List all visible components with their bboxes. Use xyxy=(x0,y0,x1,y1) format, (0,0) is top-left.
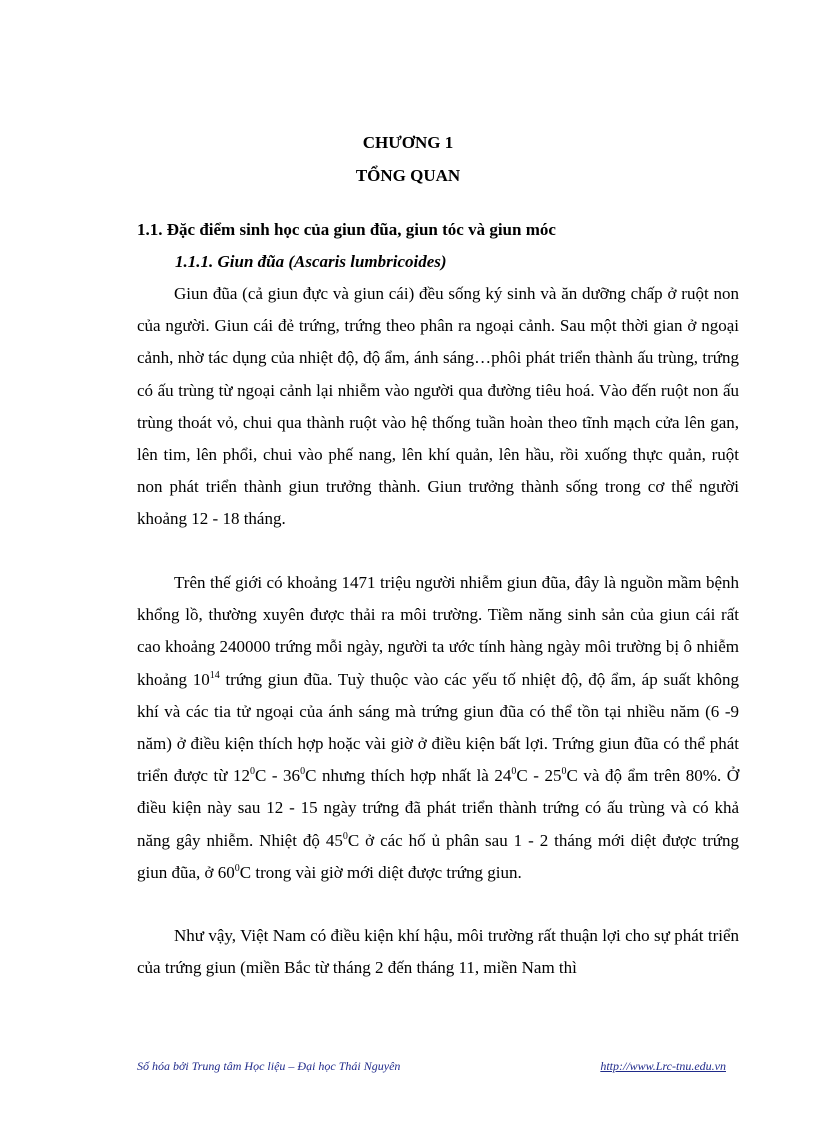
degree-mark: 0 xyxy=(234,862,240,874)
paragraph-2-segment: C - 36 xyxy=(254,766,301,786)
paragraph-3-text: Như vậy, Việt Nam có điều kiện khí hậu, môi trường rất thuận lợi cho sự phát triển của trứng giun (miền Bắc từ tháng 2 đến tháng 11, miền Nam thì xyxy=(137,926,739,978)
paragraph-1 xyxy=(137,278,739,536)
chapter-title: TỔNG QUAN xyxy=(355,166,461,185)
paragraph-2-segment: C - 25 xyxy=(516,766,562,786)
exponent: 14 xyxy=(209,669,220,681)
degree-mark: 0 xyxy=(561,766,567,778)
paragraph-2-segment: C trong vài giờ mới diệt được trứng giun. xyxy=(239,862,522,882)
footer-credit: Số hóa bởi Trung tâm Học liệu – Đại học Thái Nguyên xyxy=(137,1059,401,1073)
paragraph-2-segment: C ở các hố ủ phân sau 1 - 2 tháng mới diệt được trứng giun đũa, ở 60 xyxy=(137,830,739,882)
paragraph-2-segment: C nhưng thích hợp nhất là 24 xyxy=(305,766,512,786)
paragraph-2-segment: trứng giun đũa. Tuỳ thuộc vào các yếu tố nhiệt độ, độ ẩm, áp suất không khí và các tia tử ngoại của ánh sáng mà trứng giun đũa có thể tồn tại nhiều năm (6 -9 năm) ở điều kiện thích hợp hoặc vài giờ ở điều kiện bất lợi. Trứng giun đũa có thể phát triển được từ 12 xyxy=(137,669,739,786)
subsection-heading: 1.1.1. Giun đũa (Ascaris lumbricoides) xyxy=(175,252,447,271)
chapter-number: CHƯƠNG 1 xyxy=(362,133,454,152)
paragraph-2 xyxy=(137,567,739,889)
degree-mark: 0 xyxy=(300,766,306,778)
degree-mark: 0 xyxy=(342,830,348,842)
paragraph-2-segment: Trên thế giới có khoảng 1471 triệu người nhiễm giun đũa, đây là nguồn mầm bệnh khổng lồ, thường xuyên được thải ra môi trường. Tiềm năng sinh sản của giun cái rất cao khoảng 240000 trứng mỗi ngày, người ta ước tính hàng ngày môi trường bị ô nhiễm khoảng 10 xyxy=(137,573,739,689)
paragraph-2-segment: C và độ ẩm trên 80%. Ở điều kiện này sau 12 - 15 ngày trứng đã phát triển thành trứng có ấu trùng và có khả năng gây nhiễm. Nhiệt độ 45 xyxy=(137,766,740,850)
degree-mark: 0 xyxy=(511,766,517,778)
paragraph-1-text: Giun đũa (cả giun đực và giun cái) đều sống ký sinh và ăn dưỡng chấp ở ruột non của người. Giun cái đẻ trứng, trứng theo phân ra ngoại cảnh. Sau một thời gian ở ngoại cảnh, nhờ tác dụng của nhiệt độ, độ ẩm, ánh sáng…phôi phát triển thành ấu trùng, trứng có ấu trùng từ ngoại cảnh lại nhiễm vào người qua đường tiêu hoá. Vào đến ruột non ấu trùng thoát vỏ, chui qua thành ruột vào hệ thống tuần hoàn theo tĩnh mạch cửa lên gan, lên tim, lên phổi, chui vào phế nang, lên khí quản, lên hầu, rồi xuống thực quản, ruột non phát triển thành giun trưởng thành. Giun trưởng thành sống trong cơ thể người khoảng 12 - 18 tháng. xyxy=(137,284,739,529)
footer-link[interactable]: http://www.Lrc-tnu.edu.vn xyxy=(600,1059,726,1073)
degree-mark: 0 xyxy=(249,766,255,778)
section-heading: 1.1. Đặc điểm sinh học của giun đũa, giun tóc và giun móc xyxy=(137,220,556,239)
paragraph-3 xyxy=(137,920,739,984)
